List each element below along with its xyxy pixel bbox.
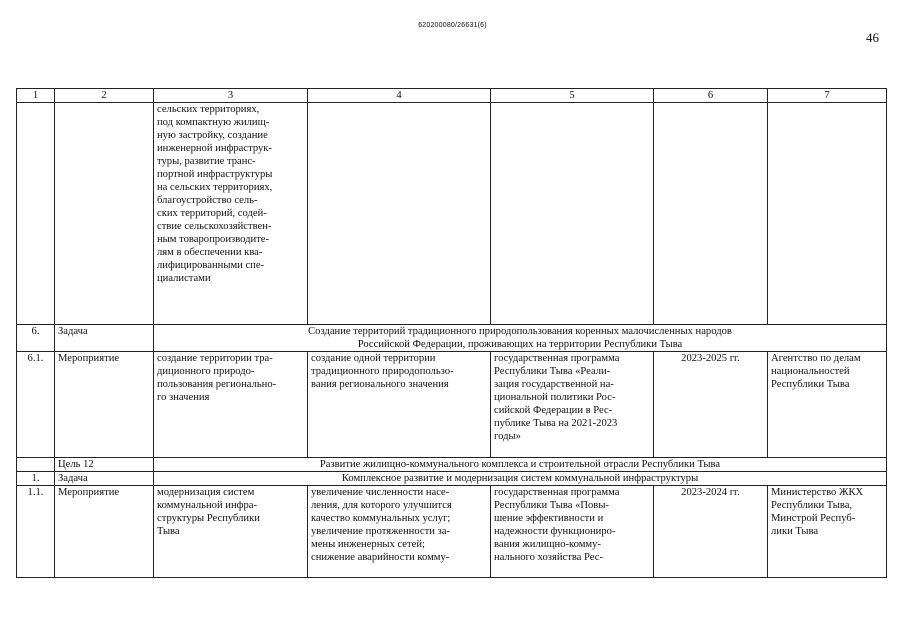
cell-line: ным товаропроизводите- <box>157 234 270 245</box>
cell-measure-description <box>154 103 308 325</box>
cell-line: мены инженерных сетей; <box>311 539 425 550</box>
cell-line: модернизация систем <box>157 487 255 498</box>
cell-line: государственная программа <box>494 353 620 364</box>
cell-line: надежности функциониро- <box>494 526 616 537</box>
cell-line: под компактную жилищ- <box>157 117 270 128</box>
cell-type: Мероприятие <box>55 486 154 578</box>
continuation-row <box>17 103 887 325</box>
cell-line: нального хозяйства Рес- <box>494 552 603 563</box>
cell-line: Минстрой Респуб- <box>771 513 856 524</box>
cell-period <box>654 103 768 325</box>
cell-line: Агентство по делам <box>771 353 861 364</box>
cell-type: Задача <box>55 325 154 352</box>
goal-text: Развитие жилищно-коммунального комплекса и строительной отрасли Республики Тыва <box>154 458 887 472</box>
cell-result <box>308 352 491 458</box>
cell-line: публике Тыва на 2021-2023 <box>494 418 618 429</box>
cell-line: Российской Федерации, проживающих на территории Республики Тыва <box>357 339 683 350</box>
cell-result <box>308 486 491 578</box>
cell-line: вания регионального значения <box>311 379 449 390</box>
cell-line: шение эффективности и <box>494 513 604 524</box>
cell-line: снижение аварийности комму- <box>311 552 450 563</box>
cell-line: Республики Тыва «Реали- <box>494 366 611 377</box>
cell-line: ствие сельскохозяйствен- <box>157 221 272 232</box>
column-number: 7 <box>768 89 887 103</box>
cell-line: увеличение протяженности за- <box>311 526 450 537</box>
cell-num: 1.1. <box>17 486 55 578</box>
cell-line: создание территории тра- <box>157 353 273 364</box>
cell-result <box>308 103 491 325</box>
cell-line: создание одной территории <box>311 353 436 364</box>
cell-line: на сельских территориях, <box>157 182 273 193</box>
cell-program <box>491 352 654 458</box>
measure-row <box>17 352 887 458</box>
measure-row <box>17 486 887 578</box>
task-text <box>154 325 887 352</box>
cell-line: благоустройство сель- <box>157 195 258 206</box>
cell-line: лики Тыва <box>771 526 819 537</box>
cell-line: Республики Тыва «Повы- <box>494 500 609 511</box>
cell-type <box>55 103 154 325</box>
cell-line: лифицированными спе- <box>157 260 265 271</box>
document-code: 620200080/26631(6) <box>418 22 487 29</box>
cell-line: Республики Тыва, <box>771 500 853 511</box>
column-number: 3 <box>154 89 308 103</box>
cell-line: портной инфраструктуры <box>157 169 273 180</box>
cell-line: циалистами <box>157 273 211 284</box>
cell-line: инженерной инфраструк- <box>157 143 272 154</box>
cell-responsible <box>768 352 887 458</box>
cell-line: ления, для которого улучшится <box>311 500 452 511</box>
column-number: 2 <box>55 89 154 103</box>
column-number: 6 <box>654 89 768 103</box>
cell-num <box>17 458 55 472</box>
cell-line: Министерство ЖКХ <box>771 487 864 498</box>
cell-line: пользования регионально- <box>157 379 277 390</box>
cell-type: Мероприятие <box>55 352 154 458</box>
cell-responsible <box>768 486 887 578</box>
cell-period: 2023-2025 гг. <box>654 352 768 458</box>
cell-num <box>17 103 55 325</box>
cell-line: Республики Тыва <box>771 379 850 390</box>
cell-line: сийской Федерации в Рес- <box>494 405 613 416</box>
cell-line: диционного природо- <box>157 366 255 377</box>
cell-type: Задача <box>55 472 154 486</box>
task-text: Комплексное развитие и модернизация систем коммунальной инфраструктуры <box>154 472 887 486</box>
cell-type: Цель 12 <box>55 458 154 472</box>
cell-line: сельских территориях, <box>157 104 260 115</box>
column-number: 4 <box>308 89 491 103</box>
cell-line: ную застройку, создание <box>157 130 268 141</box>
cell-line: национальностей <box>771 366 850 377</box>
cell-line: качество коммунальных услуг; <box>311 513 451 524</box>
cell-program <box>491 486 654 578</box>
measures-table <box>16 88 887 578</box>
cell-program <box>491 103 654 325</box>
cell-line: туры, развитие транс- <box>157 156 256 167</box>
cell-line: циональной политики Рос- <box>494 392 616 403</box>
column-number: 5 <box>491 89 654 103</box>
cell-num: 1. <box>17 472 55 486</box>
cell-line: годы» <box>494 431 521 442</box>
cell-responsible <box>768 103 887 325</box>
cell-line: вания жилищно-комму- <box>494 539 601 550</box>
cell-line: зация государственной на- <box>494 379 614 390</box>
cell-line: го значения <box>157 392 210 403</box>
cell-num: 6. <box>17 325 55 352</box>
cell-line: традиционного природопользо- <box>311 366 454 377</box>
cell-line: увеличение численности насе- <box>311 487 450 498</box>
cell-num: 6.1. <box>17 352 55 458</box>
cell-period: 2023-2024 гг. <box>654 486 768 578</box>
cell-line: ских территорий, содей- <box>157 208 267 219</box>
task-row <box>17 472 887 486</box>
goal-row <box>17 458 887 472</box>
cell-line: государственная программа <box>494 487 620 498</box>
cell-measure-description <box>154 486 308 578</box>
column-number: 1 <box>17 89 55 103</box>
cell-line: Создание территорий традиционного природопользования коренных малочисленных народов <box>308 326 732 337</box>
cell-line: Тыва <box>157 526 180 537</box>
cell-line: лям в обеспечении ква- <box>157 247 263 258</box>
cell-measure-description <box>154 352 308 458</box>
column-number-row <box>17 89 887 103</box>
page-number: 46 <box>866 30 879 45</box>
task-row <box>17 325 887 352</box>
cell-line: коммунальной инфра- <box>157 500 258 511</box>
cell-line: структуры Республики <box>157 513 260 524</box>
